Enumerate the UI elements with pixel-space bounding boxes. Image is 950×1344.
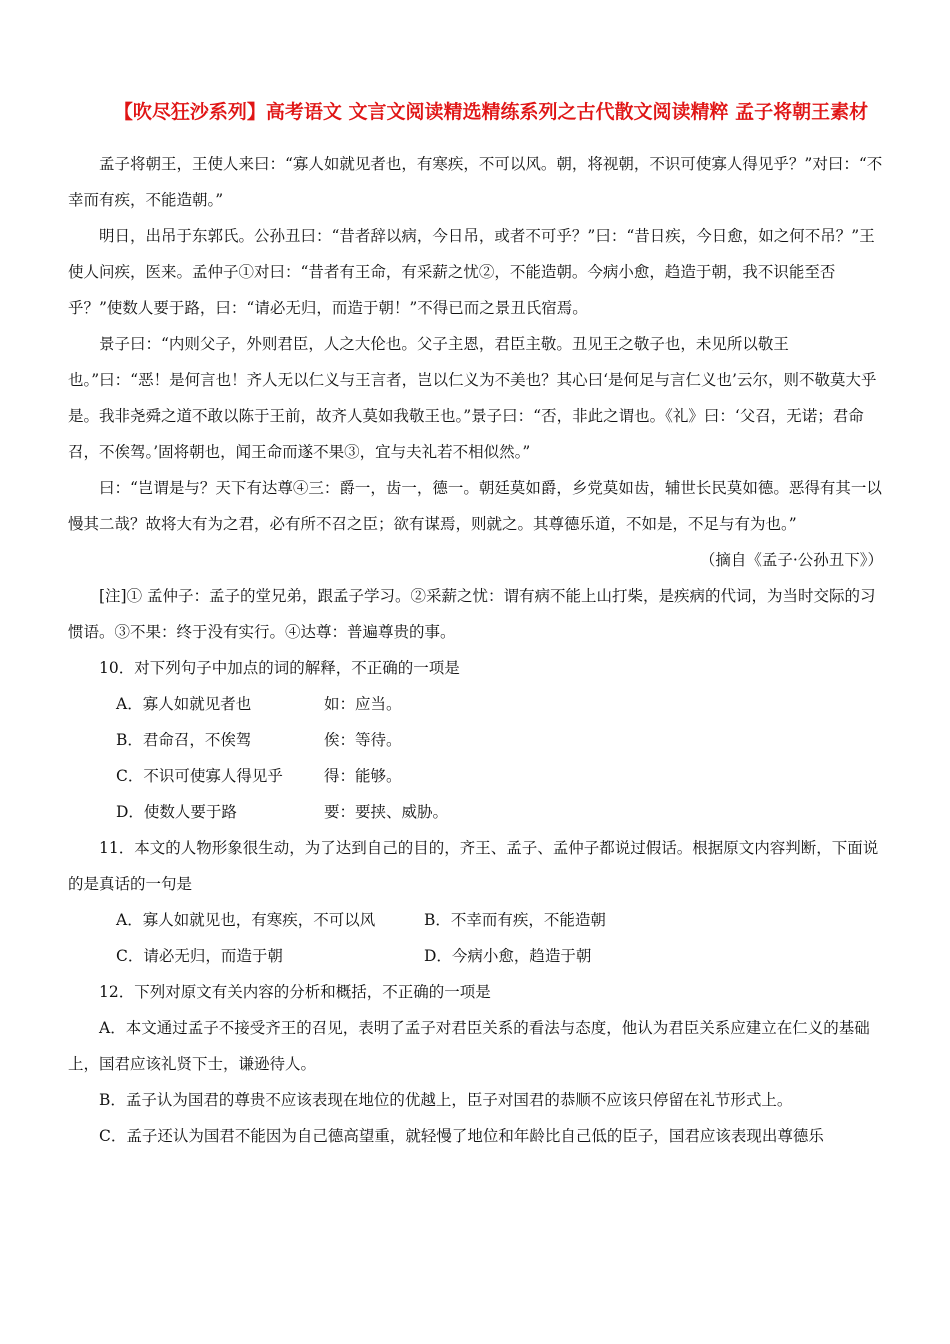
document-title: 【吹尽狂沙系列】高考语文 文言文阅读精选精练系列之古代散文阅读精粹 孟子将朝王素材 <box>113 101 869 123</box>
question-11-option-b: B．不幸而有疾，不能造朝 <box>424 911 606 929</box>
question-12-option-c: C．孟子还认为国君不能因为自己德高望重，就轻慢了地位和年龄比自己低的臣子，国君应该表现出尊德乐 <box>99 1127 824 1145</box>
option-sentence: A．寡人如就见者也 <box>116 695 252 713</box>
document-body <box>68 146 883 1154</box>
option-sentence: D．使数人要于路 <box>116 803 237 821</box>
option-sentence: C．不识可使寡人得见乎 <box>116 767 283 785</box>
passage-paragraph-1: 孟子将朝王，王使人来曰：“寡人如就见者也，有寒疾，不可以风。朝，将视朝，不识可使寡人得见乎？”对曰：“不幸而有疾，不能造朝。” <box>68 155 883 209</box>
question-11-options-ab <box>68 902 883 938</box>
question-11-stem: 11．本文的人物形象很生动，为了达到自己的目的，齐王、孟子、孟仲子都说过假话。根据原文内容判断，下面说的是真话的一句是 <box>68 839 879 893</box>
question-11-option-a: A．寡人如就见也，有寒疾，不可以风 <box>116 911 376 929</box>
question-11-option-c: C．请必无归，而造于朝 <box>116 947 283 965</box>
option-gloss: 要：要挟、威胁。 <box>324 803 449 821</box>
question-10-option-d <box>68 794 883 830</box>
question-12-option-a: A．本文通过孟子不接受齐王的召见，表明了孟子对君臣关系的看法与态度，他认为君臣关系应建立在仁义的基础上，国君应该礼贤下士，谦逊待人。 <box>68 1019 870 1073</box>
option-sentence: B．君命召，不俟驾 <box>116 731 252 749</box>
question-12-stem: 12．下列对原文有关内容的分析和概括，不正确的一项是 <box>99 983 491 1001</box>
passage-paragraph-4: 曰：“岂谓是与？天下有达尊④三：爵一，齿一，德一。朝廷莫如爵，乡党莫如齿，辅世长民莫如德。恶得有其一以慢其二哉？故将大有为之君，必有所不召之臣；欲有谋焉，则就之。其尊德乐道，不如是，不足与有为也。” <box>68 479 882 533</box>
passage-paragraph-3: 景子曰：“内则父子，外则君臣，人之大伦也。父子主恩，君臣主敬。丑见王之敬子也，未见所以敬王也。”曰：“恶！是何言也！齐人无以仁义与王言者，岂以仁义为不美也？其心曰‘是何足与言仁义也’云尔，则不敬莫大乎是。我非尧舜之道不敢以陈于王前，故齐人莫如我敬王也。”景子曰：“否，非此之谓也。《礼》曰：‘父召，无诺；君命召，不俟驾。’固将朝也，闻王命而遂不果③，宜与夫礼若不相似然。” <box>68 335 877 461</box>
option-gloss: 俟：等待。 <box>324 731 402 749</box>
question-11-options-cd <box>68 938 883 974</box>
passage-source: （摘自《孟子·公孙丑下》） <box>699 551 883 569</box>
passage-paragraph-2: 明日，出吊于东郭氏。公孙丑曰：“昔者辞以病，今日吊，或者不可乎？”曰：“昔日疾，今日愈，如之何不吊？”王使人问疾，医来。孟仲子①对曰：“昔者有王命，有采薪之忧②，不能造朝。今病小愈，趋造于朝，我不识能至否乎？”使数人要于路，曰：“请必无归，而造于朝！”不得已而之景丑氏宿焉。 <box>68 227 875 317</box>
question-11-option-d: D．今病小愈，趋造于朝 <box>424 947 592 965</box>
question-10-stem: 10．对下列句子中加点的词的解释，不正确的一项是 <box>99 659 460 677</box>
option-gloss: 得：能够。 <box>324 767 402 785</box>
question-12-option-b: B．孟子认为国君的尊贵不应该表现在地位的优越上，臣子对国君的恭顺不应该只停留在礼节形式上。 <box>99 1091 793 1109</box>
question-10-option-a <box>68 686 883 722</box>
passage-notes: [注]① 孟仲子：孟子的堂兄弟，跟孟子学习。②采薪之忧：谓有病不能上山打柴，是疾病的代词，为当时交际的习惯语。③不果：终于没有实行。④达尊：普遍尊贵的事。 <box>68 587 876 641</box>
option-gloss: 如：应当。 <box>324 695 402 713</box>
question-10-option-c <box>68 758 883 794</box>
question-10-option-b <box>68 722 883 758</box>
